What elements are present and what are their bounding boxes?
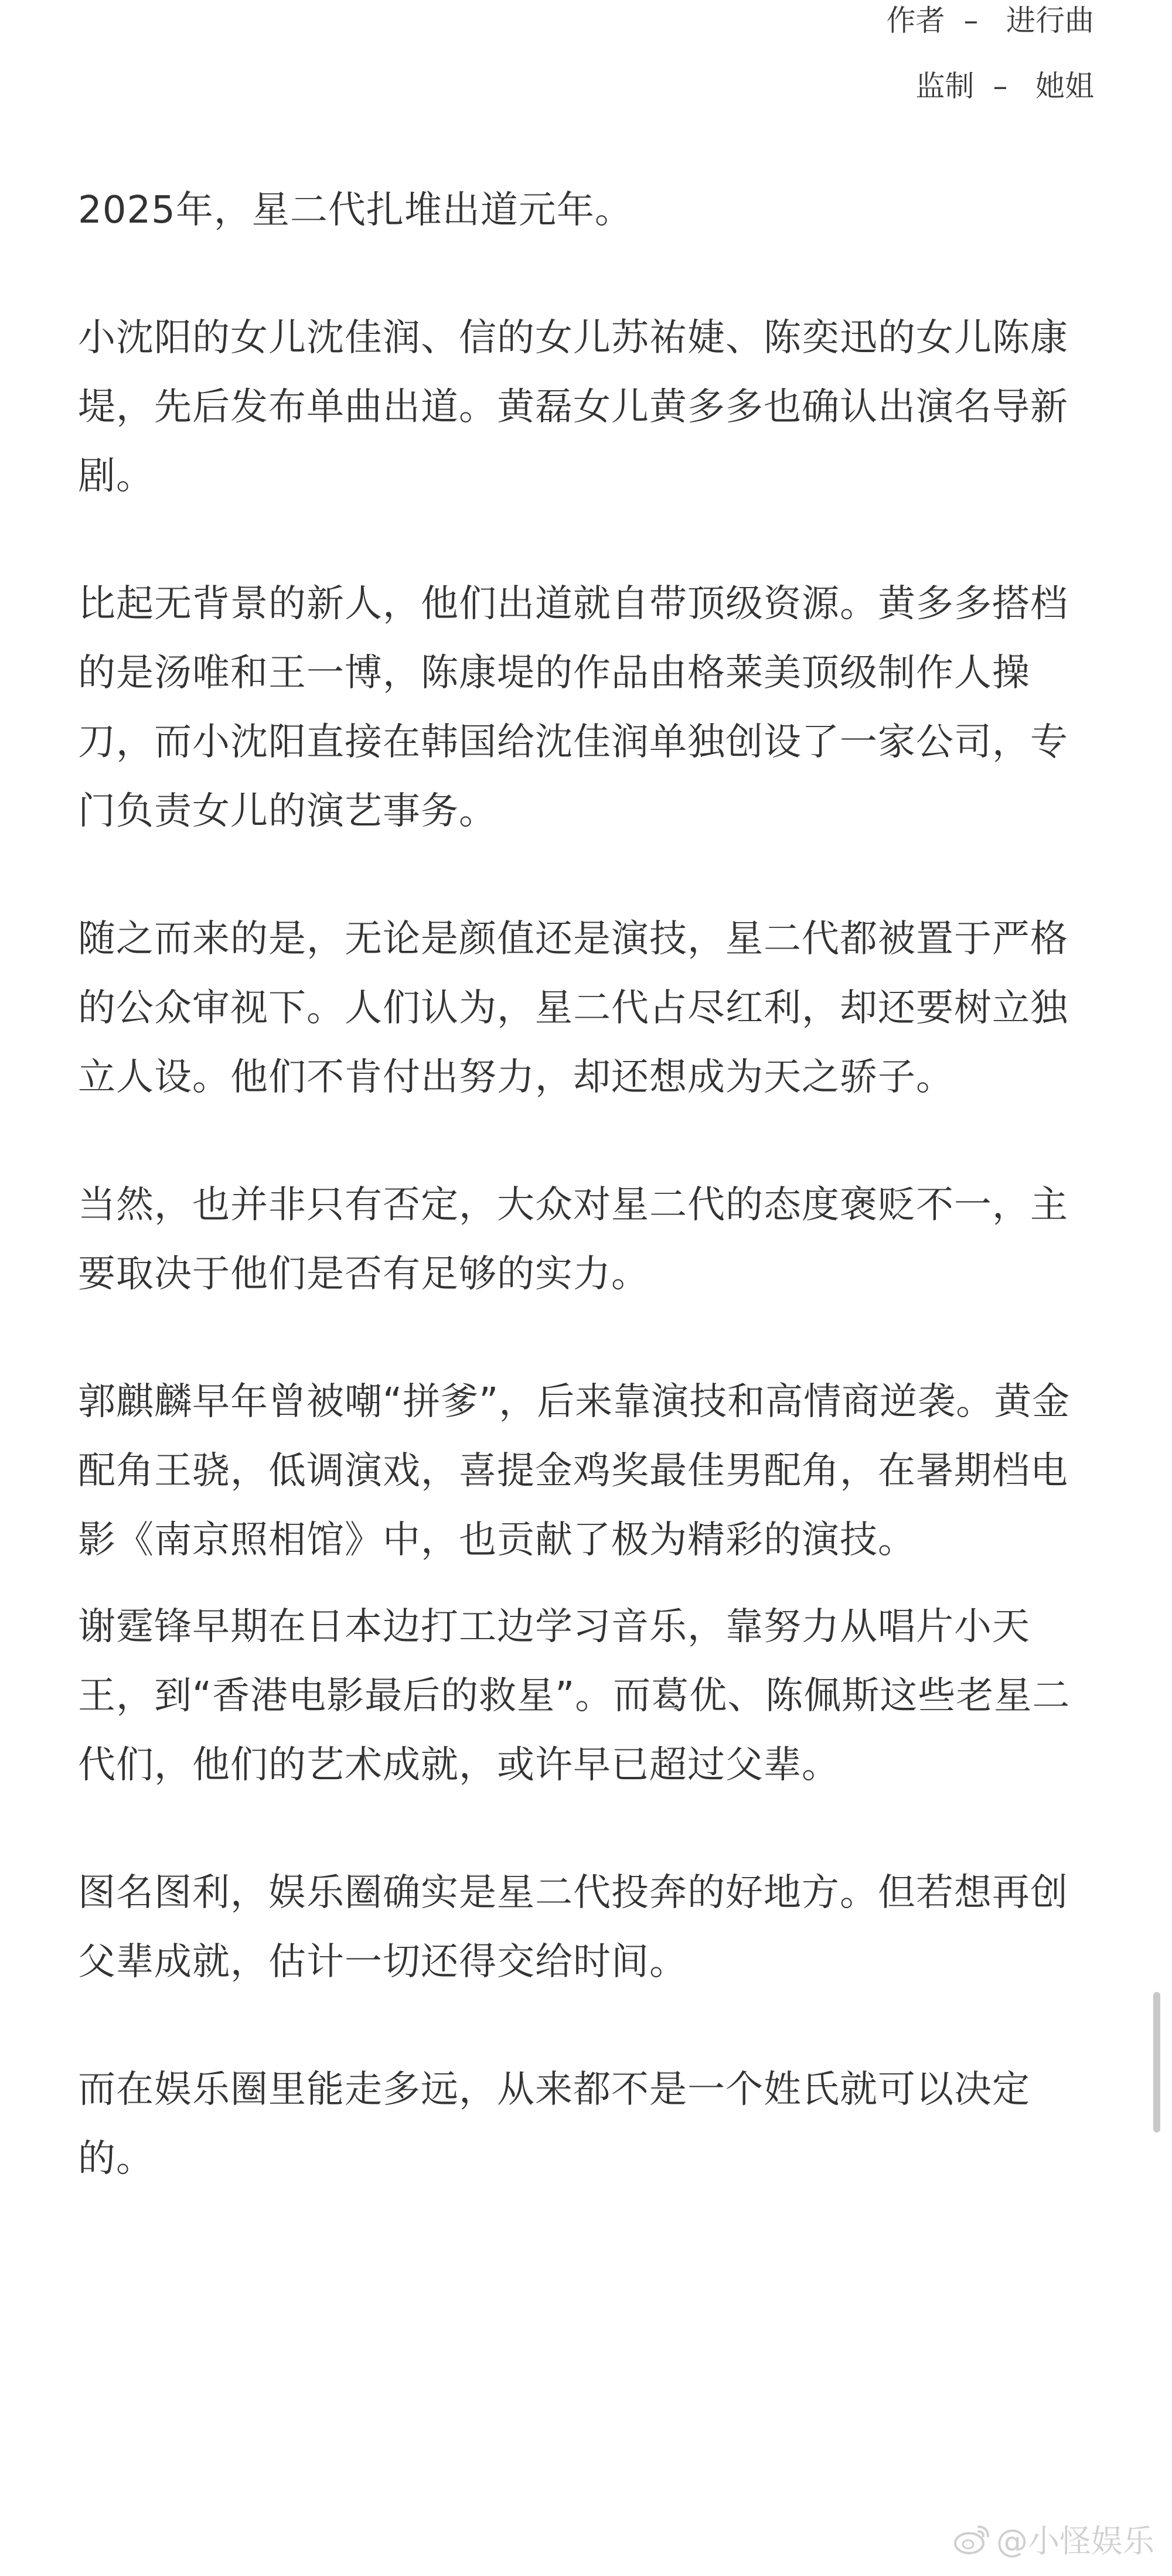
paragraph-6: 郭麒麟早年曾被嘲“拼爹”，后来靠演技和高情商逆袭。黄金配角王骁，低调演戏，喜提金鸡奖最佳男配角，在暑期档电影《南京照相馆》中，也贡献了极为精彩的演技。 [78, 1380, 1071, 1562]
watermark-text: @小怪娱乐 [996, 2523, 1154, 2560]
scrollbar-thumb[interactable] [1153, 1992, 1160, 2133]
weibo-icon [953, 2523, 990, 2555]
article-credits [887, 0, 1094, 131]
article-body [78, 176, 1098, 2193]
supervisor-credit: 监制 – 她姐 [915, 69, 1094, 103]
paragraph-7: 谢霆锋早期在日本边打工边学习音乐，靠努力从唱片小天王，到“香港电影最后的救星”。而葛优、陈佩斯这些老星二代们，他们的艺术成就，或许早已超过父辈。 [78, 1605, 1071, 1787]
weibo-watermark [953, 2516, 1154, 2561]
paragraph-9: 而在娱乐圈里能走多远，从来都不是一个姓氏就可以决定的。 [78, 2068, 1030, 2181]
paragraph-8: 图名图利，娱乐圈确实是星二代投奔的好地方。但若想再创父辈成就，估计一切还得交给时间。 [78, 1871, 1068, 1984]
paragraph-1: 2025年，星二代扎堆出道元年。 [78, 189, 633, 232]
paragraph-3: 比起无背景的新人，他们出道就自带顶级资源。黄多多搭档的是汤唯和王一博，陈康堤的作品由格莱美顶级制作人操刀，而小沈阳直接在韩国给沈佳润单独创设了一家公司，专门负责女儿的演艺事务。 [78, 582, 1068, 833]
author-credit: 作者 – 进行曲 [886, 4, 1094, 37]
paragraph-5: 当然，也并非只有否定，大众对星二代的态度褒贬不一，主要取决于他们是否有足够的实力。 [78, 1183, 1068, 1296]
paragraph-2: 小沈阳的女儿沈佳润、信的女儿苏祐婕、陈奕迅的女儿陈康堤，先后发布单曲出道。黄磊女儿黄多多也确认出演名导新剧。 [78, 316, 1068, 498]
paragraph-4: 随之而来的是，无论是颜值还是演技，星二代都被置于严格的公众审视下。人们认为，星二代占尽红利，却还要树立独立人设。他们不肯付出努力，却还想成为天之骄子。 [78, 917, 1068, 1099]
